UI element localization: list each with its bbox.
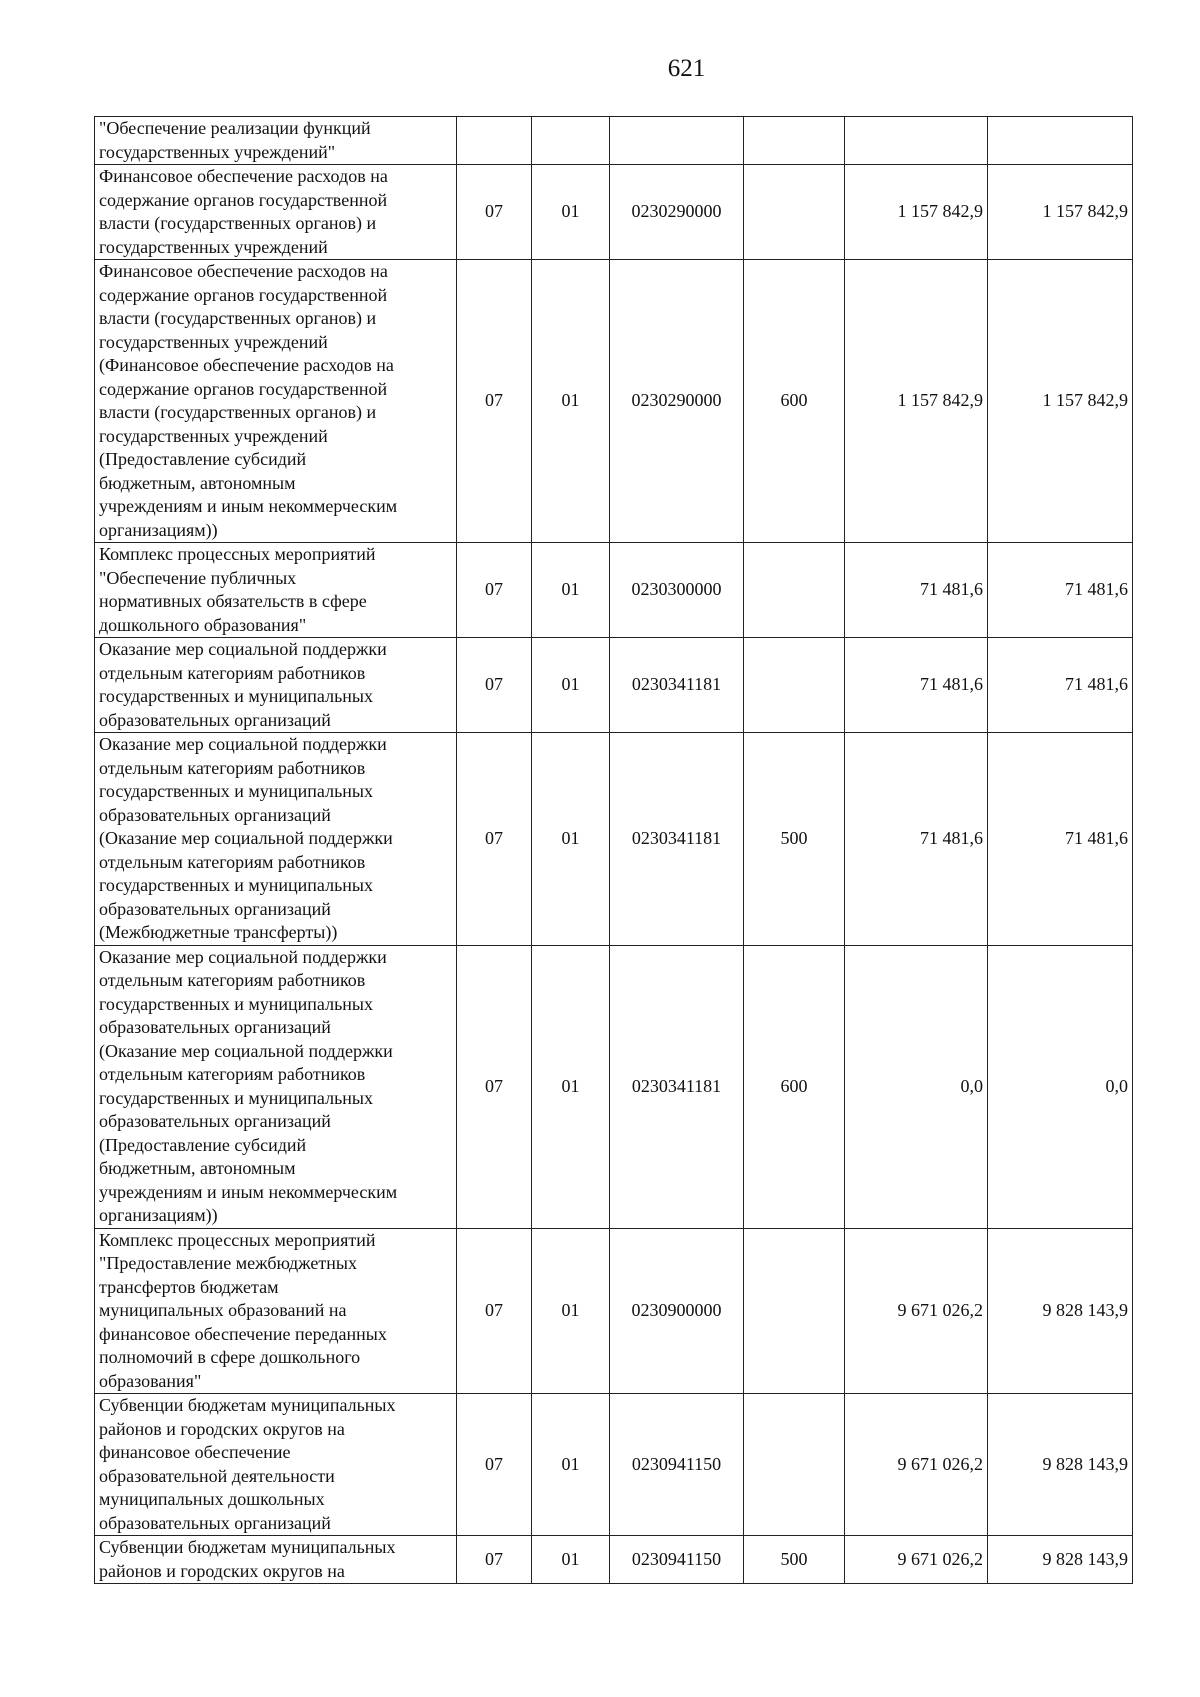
description-line: содержание органов государственной: [99, 284, 388, 305]
expense-type-cell: [744, 117, 845, 165]
description-line: образовательных организаций: [99, 1017, 331, 1037]
description-line: отдельным категориям работников: [99, 970, 366, 990]
amount-2-cell: 71 481,6: [988, 733, 1133, 946]
description-line: Субвенции бюджетам муниципальных: [99, 1537, 396, 1557]
subsection-cell: 01: [532, 638, 610, 733]
description-line: (Межбюджетные трансферты)): [99, 922, 338, 942]
description-cell: [95, 543, 457, 638]
table-row: [95, 117, 1133, 165]
description-line: государственных учреждений": [99, 141, 336, 162]
description-line: содержание органов государственной: [99, 189, 388, 210]
amount-1-cell: [845, 117, 988, 165]
description-line: образовательной деятельности: [99, 1465, 335, 1486]
description-cell: [95, 733, 457, 946]
amount-2-cell: 9 828 143,9: [988, 1228, 1133, 1394]
table-row: [95, 1394, 1133, 1536]
description-line: (Предоставление субсидий: [99, 449, 307, 469]
amount-1-cell: 9 671 026,2: [845, 1228, 988, 1394]
description-line: государственных и муниципальных: [99, 993, 373, 1014]
section-cell: 07: [457, 1228, 532, 1394]
target-article-cell: 0230290000: [610, 165, 744, 260]
target-article-cell: [610, 117, 744, 165]
amount-2-cell: [988, 117, 1133, 165]
description-line: финансовое обеспечение: [99, 1442, 291, 1462]
description-cell: [95, 1228, 457, 1394]
target-article-cell: 0230941150: [610, 1536, 744, 1584]
expense-type-cell: [744, 165, 845, 260]
target-article-cell: 0230941150: [610, 1394, 744, 1536]
description-line: (Финансовое обеспечение расходов на: [99, 355, 394, 375]
target-article-cell: 0230900000: [610, 1228, 744, 1394]
expense-type-cell: 500: [744, 733, 845, 946]
expense-type-cell: [744, 1228, 845, 1394]
description-line: нормативных обязательств в сфере: [99, 591, 367, 611]
description-line: (Оказание мер социальной поддержки: [99, 1040, 393, 1061]
description-cell: [95, 945, 457, 1228]
amount-2-cell: 71 481,6: [988, 638, 1133, 733]
target-article-cell: 0230290000: [610, 260, 744, 543]
description-line: образовательных организаций: [99, 1111, 331, 1131]
description-line: "Обеспечение публичных: [99, 567, 297, 588]
description-line: государственных и муниципальных: [99, 1087, 373, 1108]
description-line: власти (государственных органов) и: [99, 308, 377, 328]
table-row: [95, 638, 1133, 733]
description-cell: [95, 117, 457, 165]
description-line: образовательных организаций: [99, 898, 331, 919]
description-line: "Предоставление межбюджетных: [99, 1253, 357, 1273]
description-line: трансфертов бюджетам: [99, 1276, 279, 1297]
description-line: муниципальных образований на: [99, 1300, 347, 1320]
section-cell: 07: [457, 733, 532, 946]
subsection-cell: 01: [532, 1394, 610, 1536]
subsection-cell: [532, 117, 610, 165]
description-line: полномочий в сфере дошкольного: [99, 1347, 361, 1367]
amount-1-cell: 71 481,6: [845, 543, 988, 638]
page-number: 621: [667, 55, 706, 82]
table-row: [95, 260, 1133, 543]
expense-type-cell: 500: [744, 1536, 845, 1584]
subsection-cell: 01: [532, 543, 610, 638]
amount-2-cell: 9 828 143,9: [988, 1536, 1133, 1584]
target-article-cell: 0230300000: [610, 543, 744, 638]
subsection-cell: 01: [532, 945, 610, 1228]
description-line: "Обеспечение реализации функций: [99, 118, 371, 138]
description-line: государственных и муниципальных: [99, 686, 373, 706]
target-article-cell: 0230341181: [610, 733, 744, 946]
amount-2-cell: 1 157 842,9: [988, 260, 1133, 543]
description-line: отдельным категориям работников: [99, 1064, 366, 1084]
description-line: учреждениям и иным некоммерческим: [99, 1181, 398, 1202]
description-line: (Предоставление субсидий: [99, 1134, 307, 1155]
section-cell: 07: [457, 638, 532, 733]
amount-1-cell: 71 481,6: [845, 638, 988, 733]
description-line: Комплекс процессных мероприятий: [99, 544, 376, 564]
target-article-cell: 0230341181: [610, 945, 744, 1228]
table-row: [95, 1228, 1133, 1394]
description-line: Оказание мер социальной поддержки: [99, 734, 387, 754]
description-line: Оказание мер социальной поддержки: [99, 639, 387, 659]
description-line: дошкольного образования": [99, 614, 307, 635]
amount-1-cell: 9 671 026,2: [845, 1394, 988, 1536]
amount-1-cell: 1 157 842,9: [845, 260, 988, 543]
description-cell: [95, 165, 457, 260]
expense-type-cell: [744, 543, 845, 638]
subsection-cell: 01: [532, 733, 610, 946]
description-line: государственных и муниципальных: [99, 781, 373, 801]
expense-type-cell: [744, 1394, 845, 1536]
section-cell: 07: [457, 945, 532, 1228]
description-line: содержание органов государственной: [99, 378, 388, 399]
description-line: государственных учреждений: [99, 425, 328, 446]
expense-type-cell: [744, 638, 845, 733]
description-line: образовательных организаций: [99, 709, 331, 730]
description-cell: [95, 638, 457, 733]
amount-2-cell: 1 157 842,9: [988, 165, 1133, 260]
description-line: районов и городских округов на: [99, 1560, 345, 1581]
description-line: государственных и муниципальных: [99, 875, 373, 895]
expense-type-cell: 600: [744, 260, 845, 543]
amount-1-cell: 0,0: [845, 945, 988, 1228]
budget-table: [94, 116, 1133, 1584]
section-cell: 07: [457, 543, 532, 638]
subsection-cell: 01: [532, 1228, 610, 1394]
section-cell: 07: [457, 1536, 532, 1584]
section-cell: 07: [457, 1394, 532, 1536]
description-line: организациям)): [99, 1205, 218, 1225]
description-line: районов и городских округов на: [99, 1418, 345, 1439]
section-cell: 07: [457, 165, 532, 260]
description-line: государственных учреждений: [99, 331, 328, 352]
subsection-cell: 01: [532, 165, 610, 260]
description-line: отдельным категориям работников: [99, 662, 366, 683]
subsection-cell: 01: [532, 260, 610, 543]
description-line: бюджетным, автономным: [99, 472, 296, 493]
table-row: [95, 733, 1133, 946]
description-cell: [95, 1394, 457, 1536]
description-cell: [95, 1536, 457, 1584]
amount-2-cell: 71 481,6: [988, 543, 1133, 638]
description-line: муниципальных дошкольных: [99, 1489, 325, 1509]
amount-1-cell: 1 157 842,9: [845, 165, 988, 260]
amount-1-cell: 9 671 026,2: [845, 1536, 988, 1584]
table-row: [95, 165, 1133, 260]
description-line: отдельным категориям работников: [99, 757, 366, 778]
description-cell: [95, 260, 457, 543]
table-body: [95, 117, 1133, 1584]
section-cell: [457, 117, 532, 165]
table-row: [95, 543, 1133, 638]
description-line: Оказание мер социальной поддержки: [99, 946, 387, 967]
description-line: учреждениям и иным некоммерческим: [99, 496, 398, 516]
section-cell: 07: [457, 260, 532, 543]
description-line: Финансовое обеспечение расходов на: [99, 261, 388, 281]
table-row: [95, 1536, 1133, 1584]
table-row: [95, 945, 1133, 1228]
target-article-cell: 0230341181: [610, 638, 744, 733]
description-line: отдельным категориям работников: [99, 851, 366, 872]
amount-2-cell: 9 828 143,9: [988, 1394, 1133, 1536]
expense-type-cell: 600: [744, 945, 845, 1228]
description-line: образовательных организаций: [99, 804, 331, 825]
description-line: Комплекс процессных мероприятий: [99, 1229, 376, 1250]
amount-2-cell: 0,0: [988, 945, 1133, 1228]
description-line: (Оказание мер социальной поддержки: [99, 828, 393, 848]
amount-1-cell: 71 481,6: [845, 733, 988, 946]
description-line: власти (государственных органов) и: [99, 213, 377, 233]
description-line: бюджетным, автономным: [99, 1158, 296, 1178]
description-line: организациям)): [99, 519, 218, 540]
description-line: образовательных организаций: [99, 1512, 331, 1533]
description-line: Финансовое обеспечение расходов на: [99, 166, 388, 186]
description-line: государственных учреждений: [99, 236, 328, 257]
description-line: Субвенции бюджетам муниципальных: [99, 1395, 396, 1415]
description-line: образования": [99, 1370, 202, 1391]
description-line: финансовое обеспечение переданных: [99, 1323, 387, 1344]
subsection-cell: 01: [532, 1536, 610, 1584]
description-line: власти (государственных органов) и: [99, 402, 377, 422]
